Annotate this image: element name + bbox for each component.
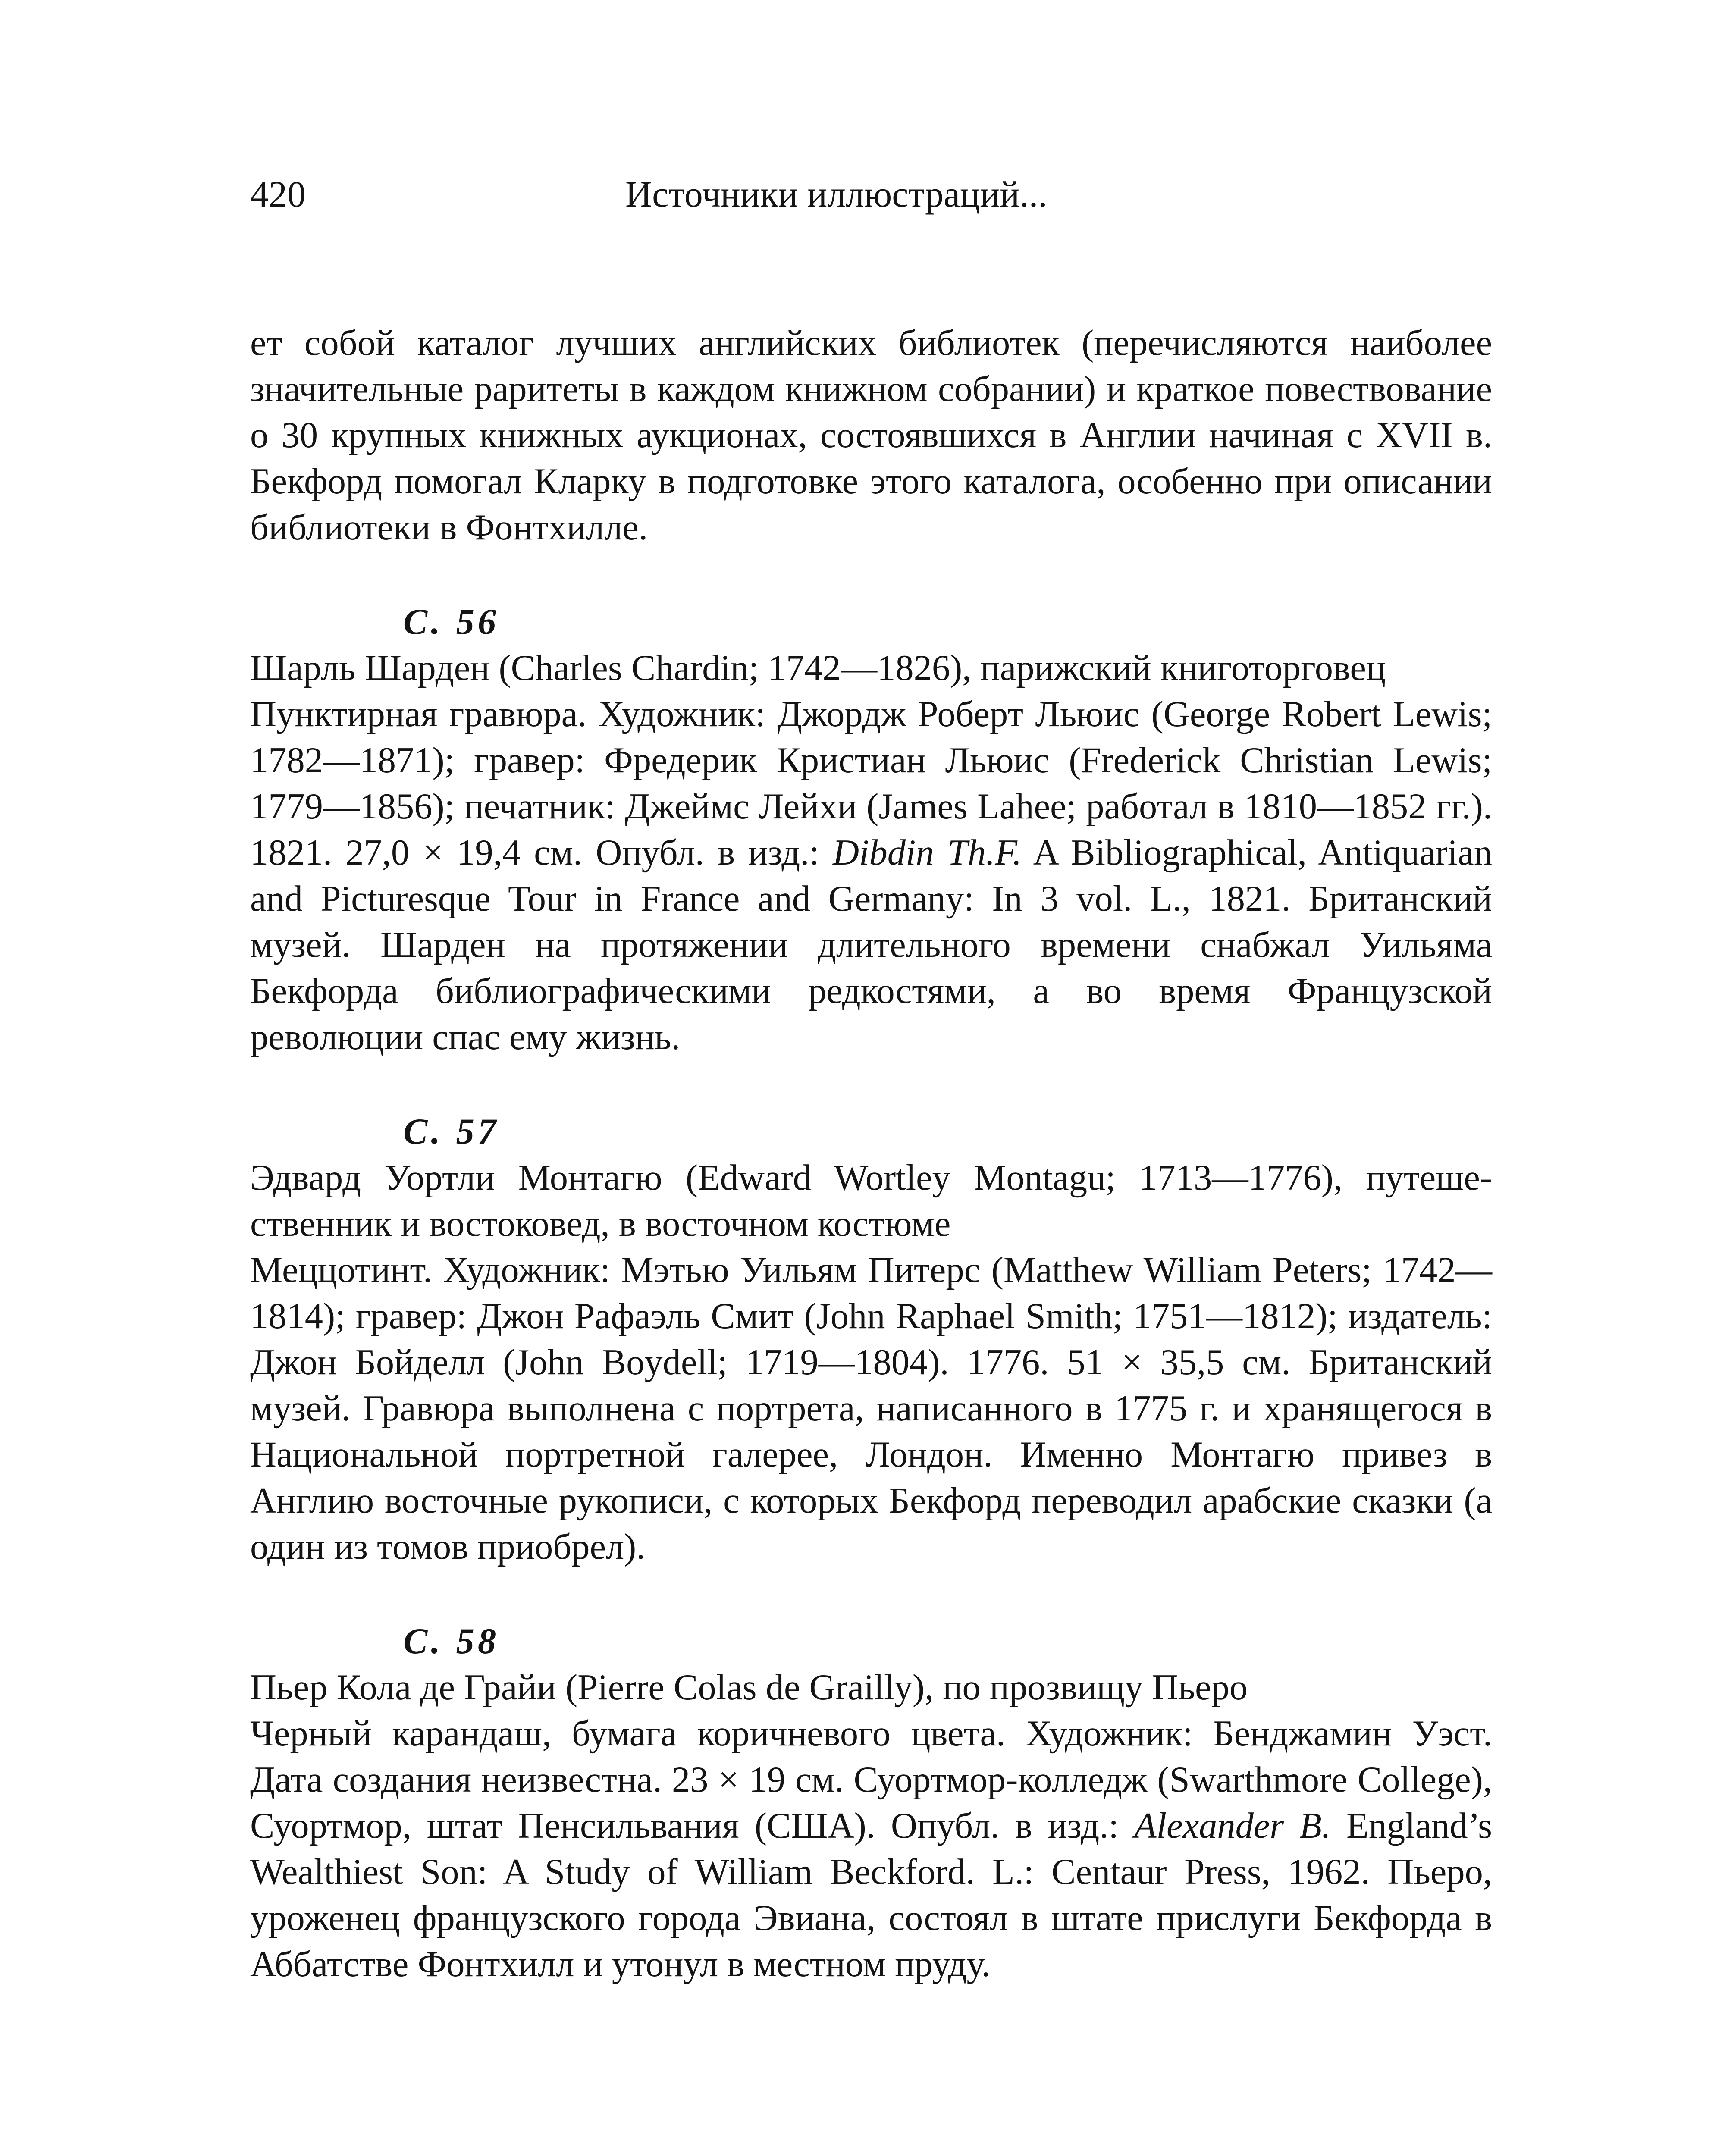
running-title: Источники иллюстраций... — [625, 173, 1048, 215]
page-number: 420 — [250, 173, 306, 215]
entry-description-text: Меццотинт. Художник: Мэтью Уильям Питерс (Matthew William Peters; 1742—1814); гравер: Джон Рафаэль Смит (John Raphael Smith; 1751—1812); издатель: Джон Бойделл (John Boydell; 1719—1804). 1776. 51 × 35,5 см. Британский музей. Гравюра выполнена с портрета, написанного в 1775 г. и хранящегося в Национальной портретной галерее, Лондон. Именно Монтагю привез в Англию восточные рукописи, с которых Бекфорд переводил арабские сказки (а один из томов приобрел). — [250, 1250, 1492, 1567]
entry-description — [250, 691, 1492, 1060]
entry-author-italic: Alexander B. — [1134, 1806, 1331, 1846]
entry-author-italic: Dibdin Th.F. — [833, 833, 1022, 873]
continuation-paragraph: ет собой каталог лучших английских библиотек (перечисляются наиболее значительные раритеты в каждом книжном собрании) и краткое повествование о 30 крупных книжных аукционах, состоявшихся в Англии начиная с XVII в. Бекфорд помогал Кларку в подготовке этого каталога, особенно при описании библиотеки в Фонтхилле. — [250, 323, 1492, 548]
page-reference: С. 57 — [403, 1112, 500, 1152]
running-head — [250, 170, 1501, 218]
page-reference: С. 56 — [403, 602, 500, 642]
entry-description-text: England’s Wealthiest Son: A Study of William Beckford. L.: Centaur Press, 1962. Пьеро, уроженец французского города Эвиана, состоял в штате прислуги Бекфорда в Аббатстве Фонтхилл и утонул в местном пруду. — [250, 1806, 1492, 1984]
illustration-entry-57 — [250, 1109, 1492, 1570]
entry-description — [250, 1711, 1492, 1987]
entry-description — [250, 1247, 1492, 1570]
entry-description-text: Черный карандаш, бумага коричневого цвета. Художник: Бенджамин Уэст. Дата создания неизвестна. 23 × 19 см. Суортмор-колледж (Swarthmore College), Суортмор, штат Пенсильвания (США). Опубл. в изд.: — [250, 1714, 1492, 1846]
text-block — [250, 320, 1492, 1987]
entry-title: Пьер Кола де Грайи (Pierre Colas de Grailly), по прозвищу Пьеро — [250, 1667, 1248, 1708]
illustration-entry-58 — [250, 1618, 1492, 1987]
illustration-entry-56 — [250, 599, 1492, 1060]
entry-description-text: A Bibliographical, Antiquarian and Picturesque Tour in France and Germany: In 3 vol. L., 1821. Британский музей. Шарден на протяжении длительного времени снабжал Уильяма Бекфорда библиографическими редкостями, а во время Французской революции спас ему жизнь. — [250, 833, 1492, 1057]
entry-title: Эдвард Уортли Монтагю (Edward Wortley Montagu; 1713—1776), путешественник и востоковед, в восточном костюме — [250, 1158, 1492, 1244]
entry-description-text: Пунктирная гравюра. Художник: Джордж Роберт Льюис (George Robert Lewis; 1782—1871); гравер: Фредерик Кристиан Льюис (Frederick Christian Lewis; 1779—1856); печатник: Джеймс Лейхи (James Lahee; работал в 1810—1852 гг.). 1821. 27,0 × 19,4 см. Опубл. в изд.: — [250, 694, 1492, 873]
entry-title: Шарль Шарден (Charles Chardin; 1742—1826), парижский книготорговец — [250, 648, 1386, 688]
page-reference: С. 58 — [403, 1621, 500, 1661]
